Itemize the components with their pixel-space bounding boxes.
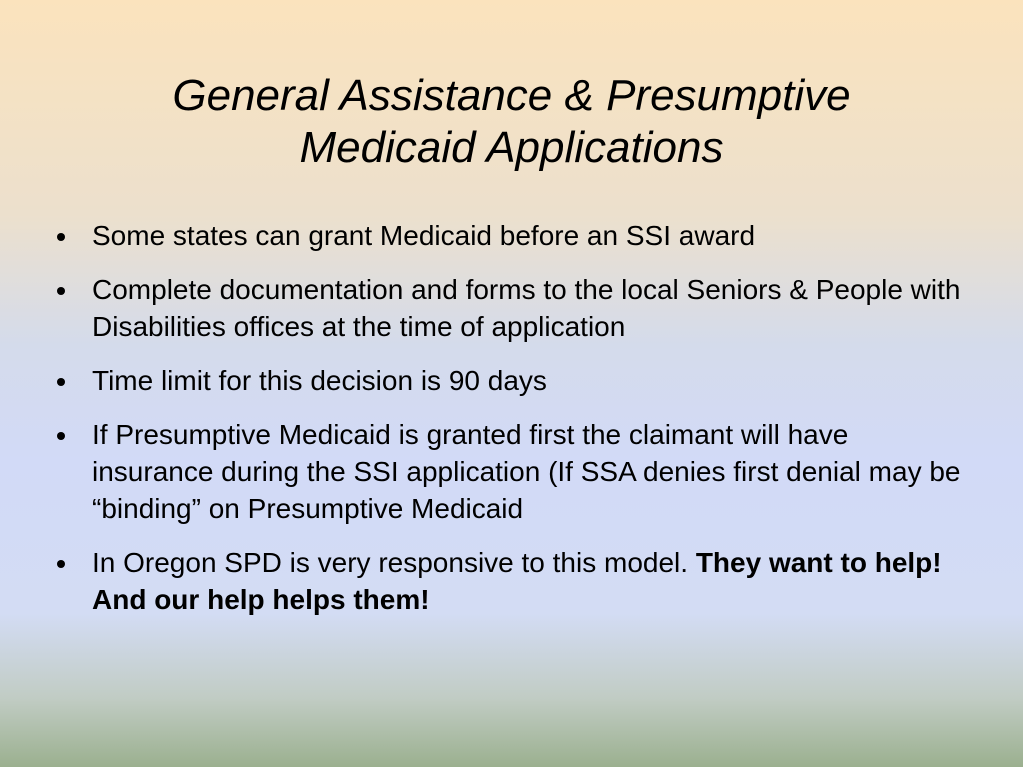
bullet-text: Time limit for this decision is 90 days <box>92 365 547 396</box>
bullet-item-ssi-award <box>55 217 975 254</box>
bullet-item-documentation <box>55 271 975 345</box>
bullet-dot-icon <box>57 432 65 440</box>
bullet-dot-icon <box>57 378 65 386</box>
slide-title-line-2: Medicaid Applications <box>299 123 724 172</box>
bullet-text: Some states can grant Medicaid before an SSI award <box>92 220 756 251</box>
bullet-text: If Presumptive Medicaid is granted first the claimant will have insurance during the SSI application (If SSA denies first denial may be “binding” on Presumptive Medicaid <box>92 419 961 524</box>
bullet-item-presumptive-granted <box>55 416 975 527</box>
bullet-bold-text: They want to help! And our help helps them! <box>92 547 942 615</box>
bullet-list <box>55 217 975 635</box>
slide-title-line-1: General Assistance & Presumptive <box>172 71 851 120</box>
bullet-item-oregon-spd <box>55 544 975 618</box>
slide-title <box>40 70 983 174</box>
bullet-text: Complete documentation and forms to the local Seniors & People with Disabilities offices at the time of application <box>92 274 961 342</box>
bullet-dot-icon <box>57 560 65 568</box>
bullet-dot-icon <box>57 287 65 295</box>
bullet-dot-icon <box>57 233 65 241</box>
bullet-text: In Oregon SPD is very responsive to this model. <box>92 547 696 578</box>
bullet-item-time-limit <box>55 362 975 399</box>
